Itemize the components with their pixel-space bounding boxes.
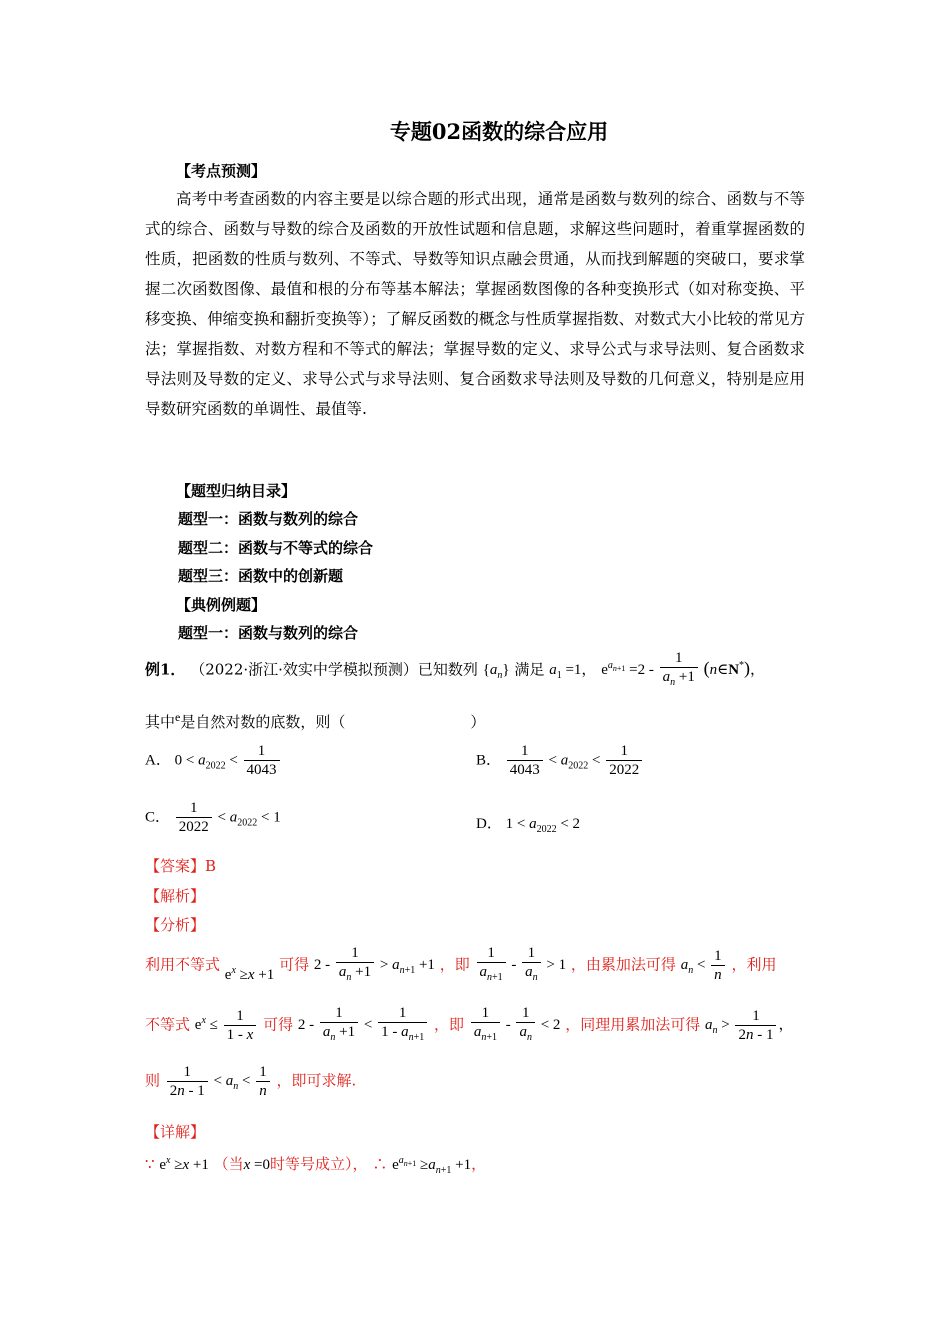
analysis-line-2: 不等式 $e^x$ ≤ $\frac{1}{1 - x}$ 可得 2 - $\frac{1}{a_n +1}$ < $\frac{1}{1 - a_{n+1}}$ ，即 $\frac{1}{a_{n+1}}$ - $\frac{1}{a_n}$ < 2 ，同理用累加法可得 $a_n$ > $\frac{1}{2n - 1}$ ， (145, 1005, 793, 1047)
toc-item-3: 题型三：函数中的创新题 (178, 567, 344, 585)
option-d[interactable]: D． $1 < a_{2022} < 2$ (476, 816, 581, 835)
detail-line-1: ∵ $e^x \ge x +1$ （当x =0时等号成立）， ∴ $e^{a_{n+1}} \ge a_{n+1} +1$， (145, 1155, 487, 1176)
answer-line: 【答案】B (145, 857, 217, 875)
example1-label: 例1． (145, 660, 186, 679)
example1-line (145, 650, 765, 692)
fenxi-heading: 【分析】 (145, 916, 206, 934)
option-a[interactable]: A． $0 < a_{2022}$ < $\frac{1}{4043}$ (145, 743, 282, 779)
section1-heading: 题型一：函数与数列的综合 (178, 624, 359, 642)
intro-paragraph: 高考中考查函数的内容主要是以综合题的形式出现，通常是函数与数列的综合、函数与不等式的综合、函数与导数的综合及函数的开放性试题和信息题，求解这些问题时，着重掌握函数的性质，把函数的性质与数列、不等式、导数等知识点融会贯通，从而找到解题的突破口，要求掌握二次函数图像、最值和根的分布等基本解法；掌握函数图像的各种变换形式（如对称变换、平移变换、伸缩变换和翻折变换等）；了解反函数的概念与性质掌握指数、对数式大小比较的常见方法；掌握指数、对数方程和不等式的解法；掌握导数的定义、求导公式与求导法则、复合函数求导法则及导数的定义、求导公式与求导法则、复合函数求导法则及导数的几何意义，特别是应用导数研究函数的单调性、最值等. (145, 190, 805, 418)
example1-cond: 满足 (514, 660, 545, 679)
toc-item-1: 题型一：函数与数列的综合 (178, 510, 359, 528)
examples-heading: 【典例例题】 (176, 596, 267, 614)
detail-heading: 【详解】 (145, 1123, 206, 1141)
page-title: 专题02函数的综合应用 (389, 119, 609, 144)
jiexi-heading: 【解析】 (145, 887, 206, 905)
formula-recurrence: $e^{a_{n+1}} =2$ - $\frac{1}{a_n +1}$ (n∈N*)， (601, 662, 765, 678)
section-kaodian-heading: 【考点预测】 (176, 162, 267, 180)
toc-heading: 【题型归纳目录】 (176, 482, 297, 500)
analysis-line-3: 则 $\frac{1}{2n - 1}$ < $a_n$ < $\frac{1}{n}$ ，即可求解. (145, 1064, 357, 1099)
formula-a1: $a_1 =1$， (549, 662, 597, 682)
toc-item-2: 题型二：函数与不等式的综合 (178, 539, 374, 557)
option-c[interactable]: C． $\frac{1}{2022}$ < $a_{2022} < 1$ (145, 800, 281, 835)
analysis-line-1: 利用不等式 $e^x \ge x +1$ 可得 2 - $\frac{1}{a_n +1}$ > $a_{n+1} +1$ ，即 $\frac{1}{a_{n+1}}$ - $\frac{1}{a_n}$ > 1 ，由累加法可得 $a_n$ < $\frac{1}{n}$ ，利用 (145, 945, 776, 987)
example1-source: （2022·浙江·效实中学模拟预测）已知数列 (190, 660, 478, 679)
example1-line2: 其中$^e$是自然对数的底数，则（ ） (145, 710, 486, 731)
option-b[interactable]: B． $\frac{1}{4043}$ < $a_{2022}$ < $\frac{1}{2022}$ (476, 743, 644, 779)
sequence-an: $\{a_n\}$ (482, 662, 510, 682)
